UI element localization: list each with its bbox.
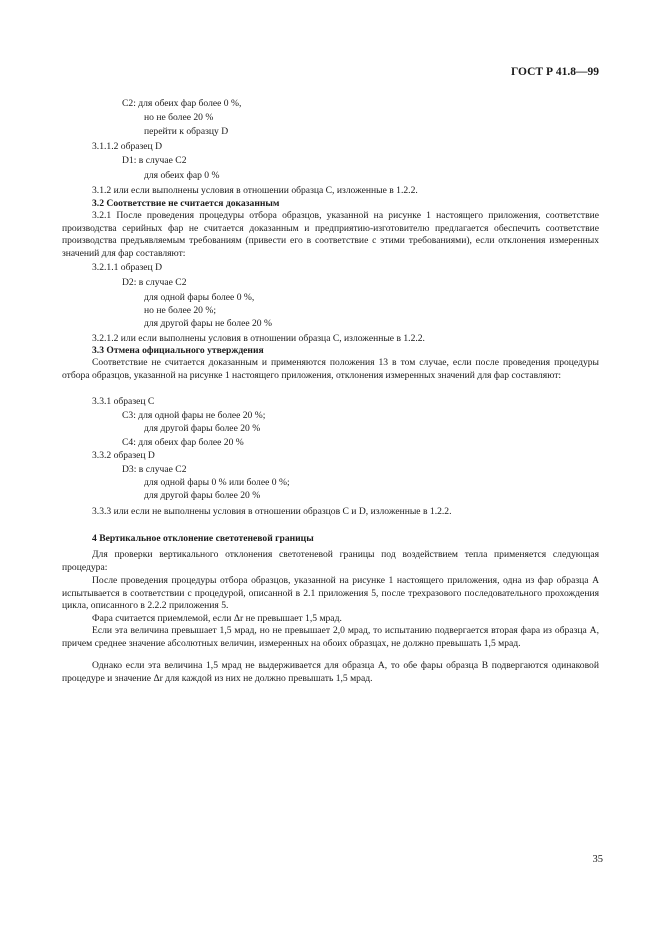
document-header: ГОСТ Р 41.8—99 xyxy=(511,66,599,78)
line-d3: D3: в случае C2 xyxy=(122,464,187,475)
line-d1-cont: для обеих фар 0 % xyxy=(144,170,220,181)
line-d1: D1: в случае C2 xyxy=(122,155,187,166)
clause-3-3-2: 3.3.2 образец D xyxy=(92,450,155,461)
line-d3-a: для одной фары 0 % или более 0 %; xyxy=(144,477,290,488)
line-d2-b: но не более 20 %; xyxy=(144,305,217,316)
paragraph-4-1: Для проверки вертикального отклонения светотеневой границы под воздействием тепла применяется следующая процедура: xyxy=(62,549,599,573)
line-c4: C4: для обеих фар более 20 % xyxy=(122,437,244,448)
line-c3: C3: для одной фары не более 20 %; xyxy=(122,410,266,421)
heading-4: 4 Вертикальное отклонение светотеневой границы xyxy=(92,533,314,544)
paragraph-4-2: После проведения процедуры отбора образцов, указанной на рисунке 1 настоящего приложения, одна из фар образца А испытывается в соответствии с процедурой, описанной в 2.1 приложения 5, после трехразового последовательного прохождения цикла, описанного в 2.2.2 приложения 5. xyxy=(62,575,599,612)
heading-3-2: 3.2 Соответствие не считается доказанным xyxy=(92,198,280,209)
line-c2-cont: но не более 20 % xyxy=(144,112,214,123)
clause-3-2-1-1: 3.2.1.1 образец D xyxy=(92,262,163,273)
clause-3-3-3: 3.3.3 или если не выполнены условия в отношении образцов С и D, изложенные в 1.2.2. xyxy=(92,506,452,517)
clause-3-1-1-2: 3.1.1.2 образец D xyxy=(92,141,163,152)
line-c3-cont: для другой фары более 20 % xyxy=(144,423,261,434)
clause-3-2-1: 3.2.1 После проведения процедуры отбора образцов, указанной на рисунке 1 настоящего приложения, соответствие производства серийных фар не считается доказанным и предприятию-изготовителю предлагается обеспечить соответствие производства предъявляемым требованиям (привести его в соответствие с этими требованиями), если отклонения измеренных значений для фар составляют: xyxy=(62,210,599,259)
line-c2: C2: для обеих фар более 0 %, xyxy=(122,98,242,109)
paragraph-4-4: Если эта величина превышает 1,5 мрад, но не превышает 2,0 мрад, то испытанию подвергается вторая фара из образца А, причем среднее значение абсолютных величин, измеренных на обоих образцах, не должно превышать 1,5 мрад. xyxy=(62,625,599,649)
heading-3-3: 3.3 Отмена официального утверждения xyxy=(92,345,264,356)
line-d2: D2: в случае C2 xyxy=(122,277,187,288)
paragraph-4-5: Однако если эта величина 1,5 мрад не выдерживается для образца А, то обе фары образца В подвергаются одинаковой процедуре и значение Δr для каждой из них не должно превышать 1,5 мрад. xyxy=(62,660,599,684)
line-goto-d: перейти к образцу D xyxy=(144,126,229,137)
clause-3-3-1: 3.3.1 образец С xyxy=(92,396,155,407)
line-d3-b: для другой фары более 20 % xyxy=(144,490,261,501)
paragraph-3-3: Соответствие не считается доказанным и применяются положения 13 в том случае, если после проведения процедуры отбора образцов, указанной на рисунке 1 настоящего приложения, отклонения измеренных значений для фар составляют: xyxy=(62,357,599,381)
line-d2-c: для другой фары не более 20 % xyxy=(144,318,272,329)
page-number: 35 xyxy=(592,854,603,865)
clause-3-1-2: 3.1.2 или если выполнены условия в отношении образца С, изложенные в 1.2.2. xyxy=(92,185,418,196)
line-d2-a: для одной фары более 0 %, xyxy=(144,292,255,303)
clause-3-2-1-2: 3.2.1.2 или если выполнены условия в отношении образца С, изложенные в 1.2.2. xyxy=(92,333,425,344)
paragraph-4-3: Фара считается приемлемой, если Δr не превышает 1,5 мрад. xyxy=(92,613,342,624)
